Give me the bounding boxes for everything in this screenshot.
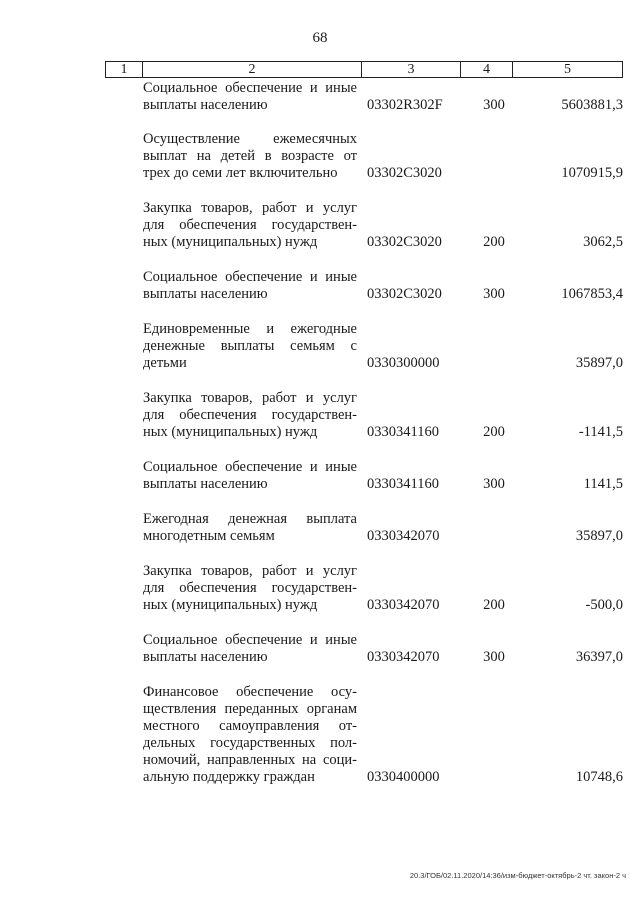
row-amount: 10748,6 <box>575 769 623 785</box>
row-amount: -500,0 <box>585 597 623 613</box>
header-col-4: 4 <box>461 62 513 77</box>
row-code: 0330342070 <box>367 597 440 613</box>
row-code: 03302C3020 <box>367 234 442 250</box>
row-description: Социальное обеспечение и иные выплаты населению <box>143 80 357 113</box>
row-type: 300 <box>483 476 505 492</box>
header-col-1: 1 <box>106 62 143 77</box>
row-description: Финансовое обеспечение осу-ществления переданных органам местного самоуправления от-дельных государственных пол-номочий, направленных на соци-альную поддержку граждан <box>143 684 357 785</box>
row-description: Единовременные и ежегодные денежные выплаты семьям с детьми <box>143 321 357 371</box>
row-amount: 36397,0 <box>575 649 623 665</box>
row-code: 03302C3020 <box>367 286 442 302</box>
header-col-5: 5 <box>564 62 571 77</box>
row-type: 300 <box>483 286 505 302</box>
row-description: Закупка товаров, работ и услуг для обеспечения государствен-ных (муниципальных) нужд <box>143 390 357 440</box>
row-amount: 3062,5 <box>583 234 623 250</box>
row-type: 300 <box>483 649 505 665</box>
row-code: 0330342070 <box>367 649 440 665</box>
row-description: Социальное обеспечение и иные выплаты населению <box>143 269 357 302</box>
row-type: 200 <box>483 424 505 440</box>
row-code: 0330342070 <box>367 528 440 544</box>
row-type: 200 <box>483 234 505 250</box>
row-code: 0330341160 <box>367 424 439 440</box>
row-description: Ежегодная денежная выплата многодетным семьям <box>143 511 357 544</box>
row-description: Закупка товаров, работ и услуг для обеспечения государствен-ных (муниципальных) нужд <box>143 200 357 250</box>
row-description: Закупка товаров, работ и услуг для обеспечения государствен-ных (муниципальных) нужд <box>143 563 357 613</box>
row-amount: 1141,5 <box>583 476 623 492</box>
row-amount: 35897,0 <box>575 355 623 371</box>
row-amount: 5603881,3 <box>561 97 623 113</box>
row-type: 300 <box>483 97 505 113</box>
document-footer: 20.3/ГОБ/02.11.2020/14:36/изм-бюджет-октябрь-2 чт. закон-2 ч <box>409 871 626 880</box>
row-type: 200 <box>483 597 505 613</box>
row-description: Осуществление ежемесячных выплат на детей в возрасте от трех до семи лет включительно <box>143 131 357 181</box>
row-code: 0330400000 <box>367 769 440 785</box>
header-col-2: 2 <box>143 62 362 77</box>
row-amount: 35897,0 <box>575 528 623 544</box>
row-amount: 1067853,4 <box>561 286 623 302</box>
row-description: Социальное обеспечение и иные выплаты населению <box>143 632 357 665</box>
row-code: 03302C3020 <box>367 165 442 181</box>
table-header <box>105 61 623 78</box>
row-code: 0330341160 <box>367 476 439 492</box>
page-number: 68 <box>312 30 328 46</box>
row-description: Социальное обеспечение и иные выплаты населению <box>143 459 357 492</box>
row-code: 03302R302F <box>367 97 443 113</box>
row-amount: 1070915,9 <box>561 165 623 181</box>
header-col-3: 3 <box>362 62 461 77</box>
row-amount: -1141,5 <box>578 424 623 440</box>
row-code: 0330300000 <box>367 355 440 371</box>
